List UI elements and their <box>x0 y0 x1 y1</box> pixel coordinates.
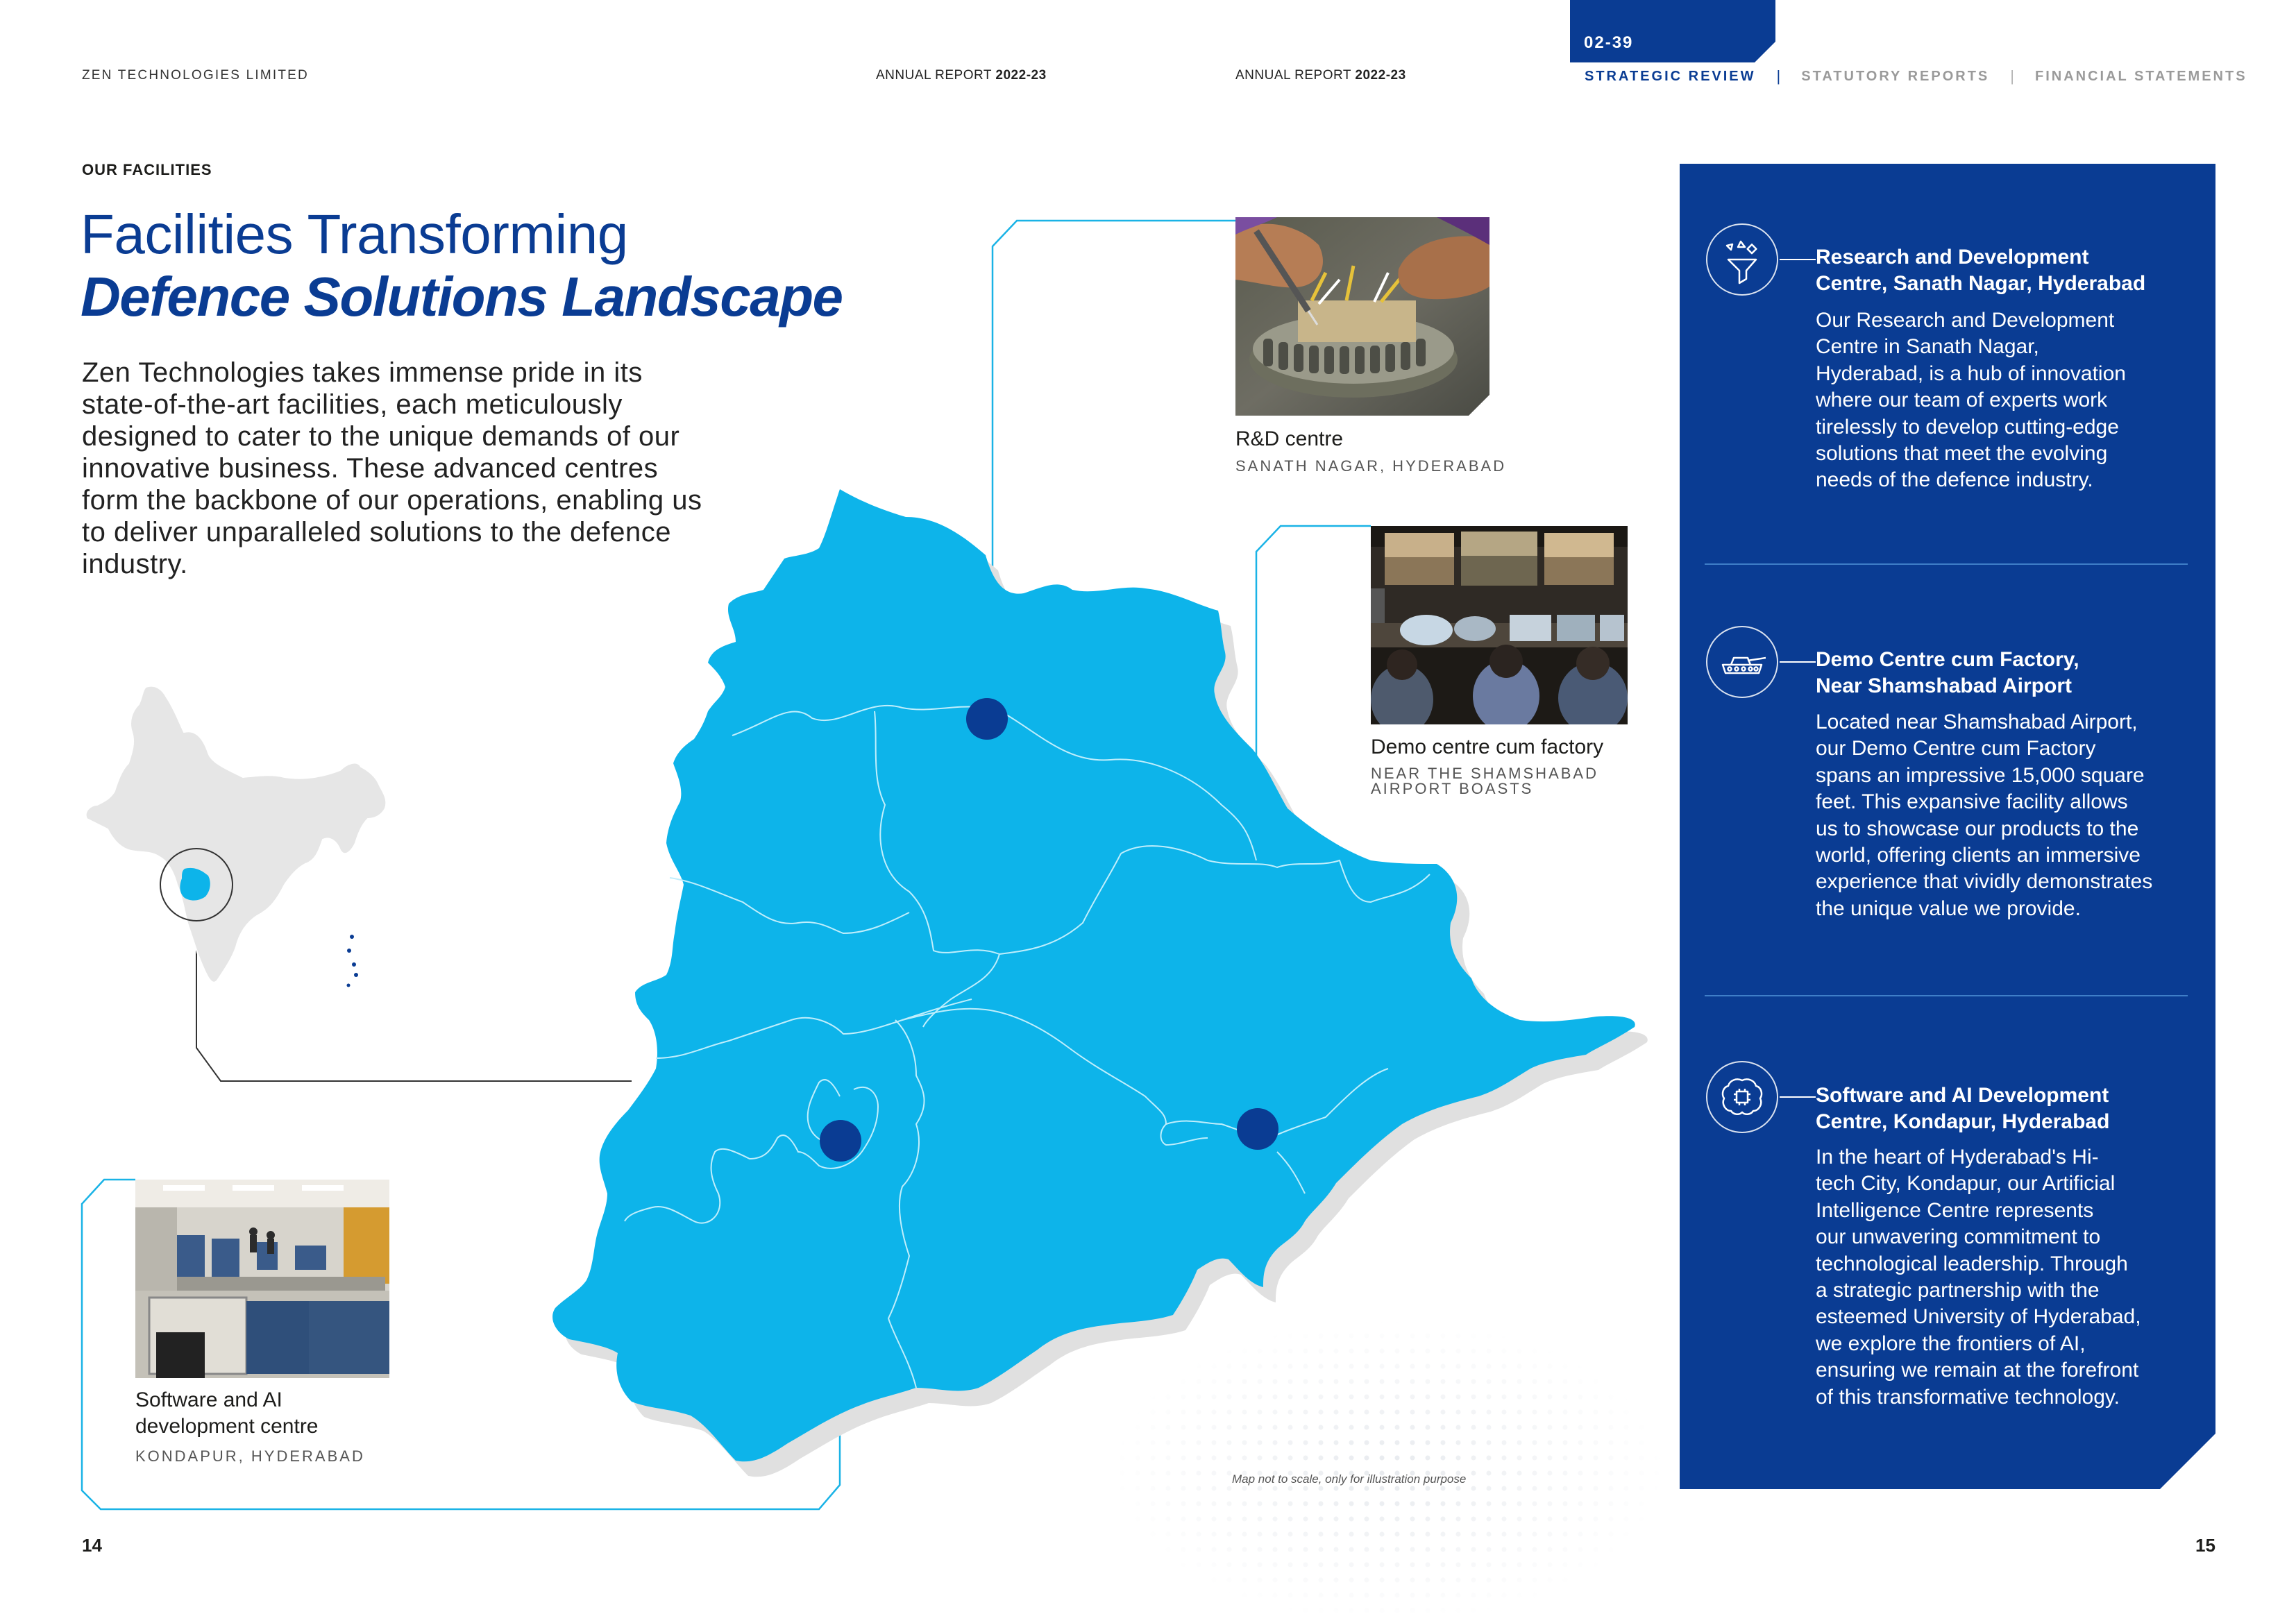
text-line: experience that vividly demonstrates <box>1816 870 2153 894</box>
text-line: Centre in Sanath Nagar, <box>1816 335 2039 359</box>
pin-rd-centre <box>966 698 1008 740</box>
section-nav <box>1585 67 2247 85</box>
rd-centre-caption-title: R&D centre <box>1235 427 1344 450</box>
icon-connector <box>1780 1096 1816 1098</box>
report-label-prefix: ANNUAL REPORT <box>876 68 992 83</box>
report-year: 2022-23 <box>995 68 1047 83</box>
software-centre-photo <box>135 1180 389 1378</box>
software-centre-caption-title <box>135 1387 319 1440</box>
rd-centre-title <box>1816 244 2145 297</box>
company-name: ZEN TECHNOLOGIES LIMITED <box>82 68 309 83</box>
text-line: Our Research and Development <box>1816 309 2115 332</box>
text-line: spans an impressive 15,000 square <box>1816 763 2145 787</box>
panel-title-line: Centre, Kondapur, Hyderabad <box>1816 1110 2110 1133</box>
nav-statutory-reports[interactable]: STATUTORY REPORTS <box>1801 68 1990 84</box>
text-line: Hyderabad, is a hub of innovation <box>1816 362 2126 385</box>
software-centre-title <box>1816 1082 2109 1135</box>
tank-icon <box>1705 624 1780 699</box>
text-line: technological leadership. Through <box>1816 1252 2128 1275</box>
nav-strategic-review[interactable]: STRATEGIC REVIEW <box>1585 68 1756 84</box>
text-line: feet. This expansive facility allows <box>1816 790 2128 814</box>
page-title-line1: Facilities Transforming <box>81 203 628 265</box>
rd-centre-photo <box>1235 217 1489 416</box>
nav-separator: | <box>1776 67 1781 85</box>
demo-centre-description <box>1816 709 2152 922</box>
rd-centre-caption-location: SANATH NAGAR, HYDERABAD <box>1235 457 1507 475</box>
demo-location-line: AIRPORT BOASTS <box>1371 780 1534 797</box>
intro-paragraph: Zen Technologies takes immense pride in its state-of-the-art facilities, each meticulously designed to cater to the unique demands of our innovative business. These advanced centres form the backbone of our operations, enabling us to deliver unparalleled solutions to the defence industry. <box>82 357 702 579</box>
text-line: us to showcase our products to the <box>1816 817 2139 840</box>
pin-demo-centre <box>1237 1108 1278 1150</box>
software-centre-description <box>1816 1144 2141 1411</box>
panel-title-line: Software and AI Development <box>1816 1084 2109 1107</box>
connector-rd <box>993 221 1235 569</box>
map-disclaimer: Map not to scale, only for illustration purpose <box>1232 1472 1467 1486</box>
icon-connector <box>1780 258 1816 261</box>
text-line: tech City, Kondapur, our Artificial <box>1816 1172 2116 1196</box>
page-number-right: 15 <box>2195 1535 2215 1556</box>
panel-title-line: Centre, Sanath Nagar, Hyderabad <box>1816 272 2146 295</box>
demo-centre-caption-title: Demo centre cum factory <box>1371 736 1604 758</box>
rd-funnel-icon <box>1705 222 1780 297</box>
text-line: where our team of experts work <box>1816 389 2108 412</box>
ai-brain-icon <box>1705 1060 1780 1135</box>
text-line: the unique value we provide. <box>1816 897 2081 920</box>
text-line: a strategic partnership with the <box>1816 1279 2100 1302</box>
report-year: 2022-23 <box>1355 68 1406 83</box>
software-title-line: development centre <box>135 1415 319 1438</box>
text-line: world, offering clients an immersive <box>1816 844 2141 867</box>
page-number-left: 14 <box>82 1535 102 1556</box>
panel-title-line: Research and Development <box>1816 246 2089 269</box>
nav-separator: | <box>2010 67 2014 85</box>
pin-software-centre <box>820 1120 861 1162</box>
nav-financial-statements[interactable]: FINANCIAL STATEMENTS <box>2035 68 2247 84</box>
panel-title-line: Demo Centre cum Factory, <box>1816 648 2079 671</box>
text-line: esteemed University of Hyderabad, <box>1816 1305 2141 1329</box>
india-inset-map <box>86 686 387 987</box>
icon-connector <box>1780 661 1816 663</box>
text-line: needs of the defence industry. <box>1816 468 2093 492</box>
text-line: of this transformative technology. <box>1816 1385 2120 1409</box>
demo-location-line: NEAR THE SHAMSHABAD <box>1371 765 1598 782</box>
software-centre-caption-location: KONDAPUR, HYDERABAD <box>135 1447 365 1465</box>
panel-title-line: Near Shamshabad Airport <box>1816 674 2072 697</box>
text-line: In the heart of Hyderabad's Hi- <box>1816 1146 2099 1169</box>
report-label-prefix: ANNUAL REPORT <box>1235 68 1351 83</box>
text-line: our Demo Centre cum Factory <box>1816 737 2096 760</box>
text-line: tirelessly to develop cutting-edge <box>1816 415 2119 439</box>
text-line: ensuring we remain at the forefront <box>1816 1359 2139 1382</box>
text-line: solutions that meet the evolving <box>1816 442 2108 466</box>
panel-divider <box>1705 995 2188 996</box>
section-eyebrow: OUR FACILITIES <box>82 161 212 178</box>
software-title-line: Software and AI <box>135 1388 282 1411</box>
demo-centre-caption-location <box>1371 766 1598 797</box>
page-title-line2: Defence Solutions Landscape <box>81 266 843 328</box>
connector-demo <box>1256 526 1371 808</box>
page-range: 02-39 <box>1584 33 1634 52</box>
demo-centre-photo <box>1371 526 1628 724</box>
text-line: Located near Shamshabad Airport, <box>1816 711 2138 733</box>
panel-divider <box>1705 563 2188 565</box>
text-line: we explore the frontiers of AI, <box>1816 1332 2086 1355</box>
text-line: Intelligence Centre represents <box>1816 1198 2094 1222</box>
demo-centre-title <box>1816 647 2079 699</box>
rd-centre-description <box>1816 307 2126 494</box>
text-line: our unwavering commitment to <box>1816 1225 2101 1249</box>
halftone-decoration <box>1111 1318 1666 1623</box>
connector-india <box>196 940 632 1081</box>
